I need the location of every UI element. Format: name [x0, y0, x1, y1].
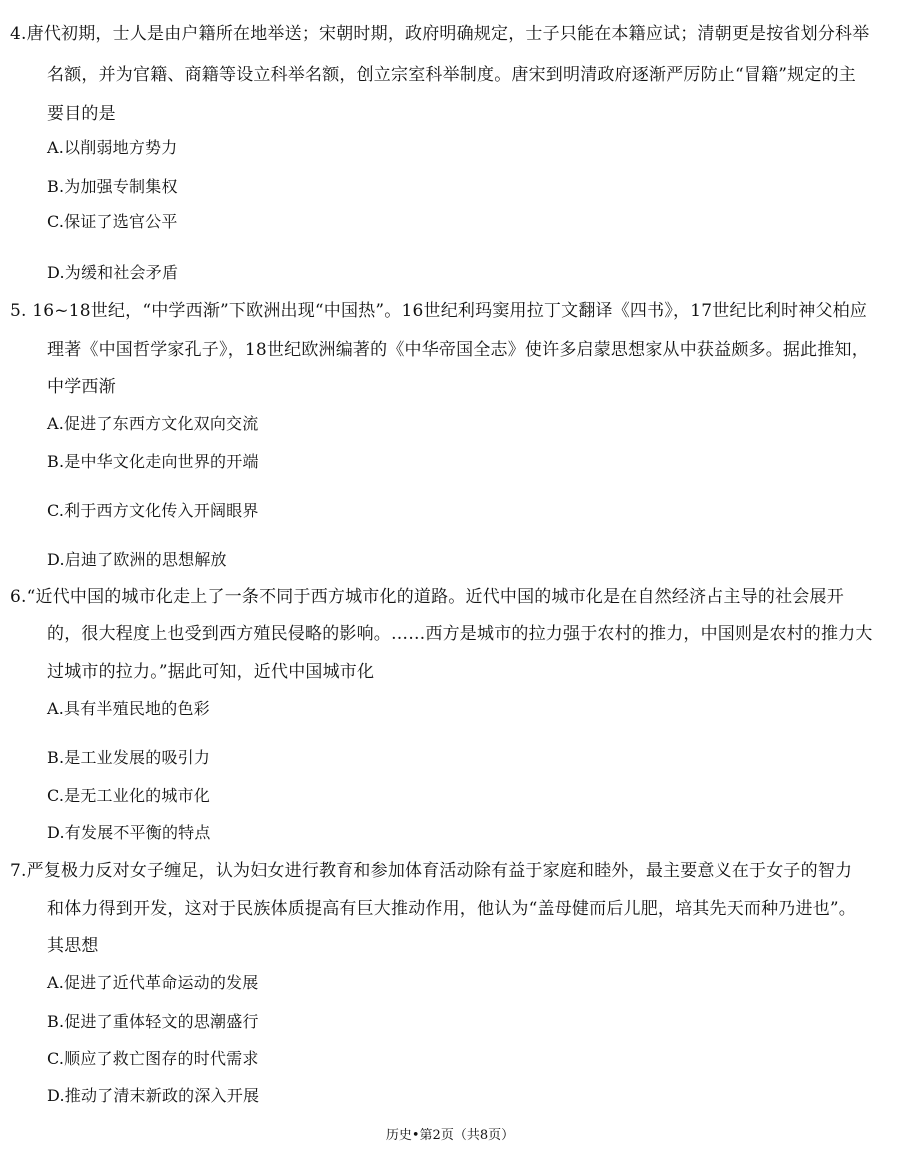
question-6-option-b: B.是工业发展的吸引力 — [47, 748, 211, 767]
question-4-option-c: C.保证了选官公平 — [47, 212, 178, 231]
question-4-option-d: D.为缓和社会矛盾 — [47, 263, 179, 282]
question-4-line-3: 要目的是 — [47, 104, 116, 124]
question-5-option-a: A.促进了东西方文化双向交流 — [47, 414, 259, 433]
question-6-line-3: 过城市的拉力。”据此可知，近代中国城市化 — [47, 662, 375, 682]
question-6-option-d: D.有发展不平衡的特点 — [47, 823, 211, 842]
question-6-option-a: A.具有半殖民地的色彩 — [47, 699, 210, 718]
question-6-line-2: 的，很大程度上也受到西方殖民侵略的影响。……西方是城市的拉力强于农村的推力，中国则是农村的推力大 — [47, 624, 873, 644]
question-5-option-c: C.利于西方文化传入开阔眼界 — [47, 501, 259, 520]
question-4-line-2: 名额，并为官籍、商籍等设立科举名额，创立宗室科举制度。唐宋到明清政府逐渐严厉防止“冒籍”规定的主 — [47, 65, 856, 85]
question-4-option-a: A.以削弱地方势力 — [47, 138, 178, 157]
question-7-line-3: 其思想 — [47, 936, 99, 956]
question-5-line-3: 中学西渐 — [47, 377, 116, 397]
question-7-option-a: A.促进了近代革命运动的发展 — [47, 973, 259, 992]
question-4-line-1: 4.唐代初期，士人是由户籍所在地举送；宋朝时期，政府明确规定，士子只能在本籍应试；清朝更是按省划分科举 — [10, 24, 870, 44]
question-7-line-2: 和体力得到开发，这对于民族体质提高有巨大推动作用，他认为“盖母健而后儿肥，培其先天而种乃进也”。 — [47, 899, 856, 919]
question-7-option-d: D.推动了清末新政的深入开展 — [47, 1086, 260, 1105]
question-7-line-1: 7.严复极力反对女子缠足，认为妇女进行教育和参加体育活动除有益于家庭和睦外，最主要意义在于女子的智力 — [10, 861, 853, 881]
question-6-option-c: C.是无工业化的城市化 — [47, 786, 210, 805]
page-footer: 历史•第2页（共8页） — [385, 1128, 515, 1143]
question-6-line-1: 6.“近代中国的城市化走上了一条不同于西方城市化的道路。近代中国的城市化是在自然经济占主导的社会展开 — [10, 587, 844, 607]
question-7-option-b: B.促进了重体轻文的思潮盛行 — [47, 1012, 259, 1031]
question-4-option-b: B.为加强专制集权 — [47, 177, 178, 196]
question-5-option-b: B.是中华文化走向世界的开端 — [47, 452, 259, 471]
question-5-line-1: 5. 16~18世纪，“中学西渐”下欧洲出现“中国热”。16世纪利玛窦用拉丁文翻译《四书》，17世纪比利时神父柏应 — [10, 301, 868, 321]
question-5-option-d: D.启迪了欧洲的思想解放 — [47, 550, 227, 569]
question-5-line-2: 理著《中国哲学家孔子》，18世纪欧洲编著的《中华帝国全志》使许多启蒙思想家从中获益颇多。据此推知， — [47, 340, 869, 360]
question-7-option-c: C.顺应了救亡图存的时代需求 — [47, 1049, 259, 1068]
